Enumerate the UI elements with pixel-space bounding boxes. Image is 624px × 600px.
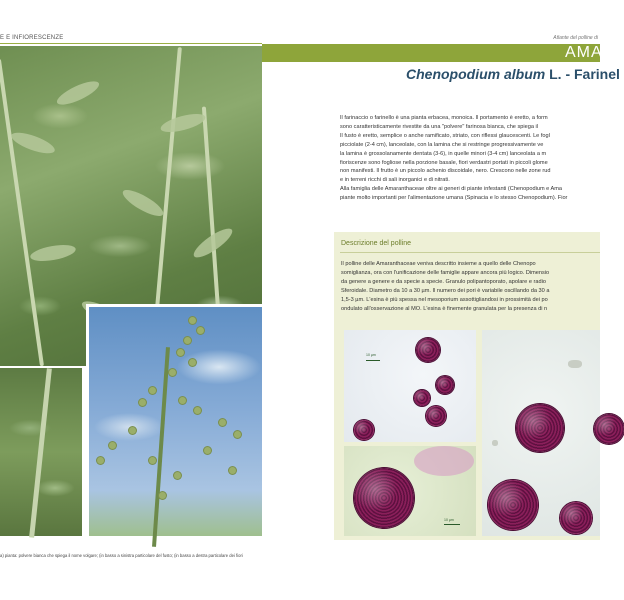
pollen-micrograph-overview — [344, 330, 476, 442]
plant-photo-stem — [0, 366, 82, 536]
pollen-heading: Descrizione del polline — [341, 240, 412, 247]
scale-bar — [444, 524, 460, 525]
pollen-grain — [594, 414, 624, 444]
pollen-grain — [516, 404, 564, 452]
running-head-left: E E INFIORESCENZE — [0, 35, 64, 41]
description-line: sono caratteristicamente rivestite da una "polvere" farinosa bianca, che spiega il — [340, 123, 538, 130]
species-title — [406, 66, 620, 82]
header-rule — [0, 43, 262, 44]
pollen-line: 1,5-3 µm. L'esina è più spessa nel mesoporium assottigliandosi in prossimità dei po — [341, 297, 548, 303]
pollen-line: Il polline delle Amaranthaceae veniva descritto insieme a quello delle Chenopo — [341, 261, 536, 267]
scale-label: 10 µm — [444, 518, 454, 522]
description-line: non manifesti. Il frutto è un piccolo achenio discoidale, nero. Crescono nelle zone rud — [340, 168, 551, 175]
pollen-micrograph-detail — [482, 330, 600, 536]
running-head-right: Atlante del polline di — [553, 35, 598, 41]
description-line: e in terreni ricchi di sali inorganici e di nitrati. — [340, 177, 450, 184]
pollen-grain — [416, 338, 440, 362]
pollen-grain — [488, 480, 538, 530]
plant-photo-flowers — [86, 304, 262, 536]
description-line: Il fusto è eretto, semplice o anche ramificato, striato, con riflessi glaucescenti. Le fogl — [340, 132, 550, 139]
species-author-common-name: L. - Farinel — [545, 66, 620, 82]
pollen-line: somiglianza, ora con l'unificazione delle famiglie appare ancora più logico. Dimensio — [341, 270, 550, 276]
scale-label: 10 µm — [366, 353, 376, 357]
description-line: fioriscenze sono fogliose nella porzione basale, fiori verdastri portati in piccoli glome — [340, 159, 548, 166]
description-line: Alla famiglia delle Amaranthaceae oltre ai generi di piante infestanti (Chenopodium e Ama — [340, 186, 563, 193]
pollen-line: ondulato all'osservazione al MO. L'esina è finemente granulata per la presenza di n — [341, 306, 548, 312]
description-line: la lamina è grossolanamente dentata (3-6), in quelle minori (3-4 cm) lanceolata a m — [340, 150, 547, 157]
pollen-grain — [354, 420, 374, 440]
species-name: Chenopodium album — [406, 66, 546, 82]
family-title: AMA — [565, 44, 603, 61]
scale-bar — [366, 360, 380, 361]
family-banner — [262, 44, 600, 62]
pollen-grain — [426, 406, 446, 426]
pollen-divider — [340, 252, 600, 253]
pollen-grain — [354, 468, 414, 528]
pollen-grain — [436, 376, 454, 394]
pollen-micrograph-closeup — [344, 446, 476, 536]
pollen-grain — [560, 502, 592, 534]
pollen-line: da genere a genere e da specie a specie. Granulo polipantoporato, apolare e radio — [341, 279, 546, 285]
pollen-description — [341, 260, 600, 314]
pollen-line: Sferoidale. Diametro da 10 a 30 µm. Il numero dei pori è variabile oscillando da 30 a — [341, 288, 550, 294]
photo-caption: a) pianta: polvere bianca che spiega il nome volgare; (in basso a sinistra particolare del fusto; (in basso a destra particolare dei fiori — [0, 553, 243, 558]
species-description — [340, 114, 600, 203]
description-line: picciolate (2-4 cm), lanceolate, con la lamina che si restringe progressivamente ve — [340, 141, 544, 148]
pollen-grain — [414, 390, 430, 406]
description-line: piante molto importanti per l'alimentazione umana (Spinacia e lo stesso Chenopodium). Fior — [340, 195, 568, 202]
description-line: Il farinaccio o farinello è una pianta erbacea, monoica. Il portamento è eretto, a form — [340, 115, 548, 121]
